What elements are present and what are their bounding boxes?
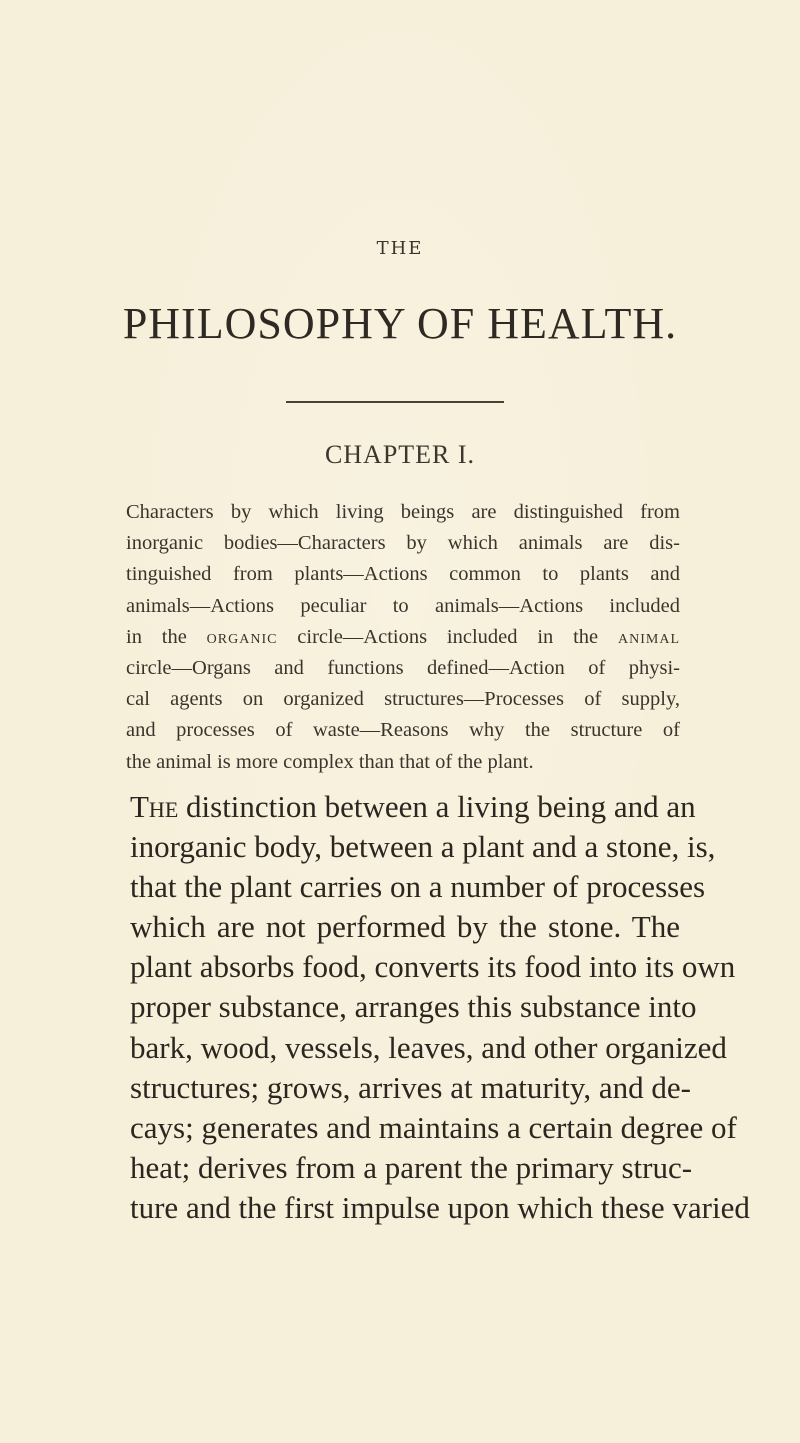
body-first-word: The (130, 789, 179, 824)
body-line (130, 787, 696, 827)
chapter-summary (126, 497, 680, 778)
book-title: PHILOSOPHY OF HEALTH. (122, 299, 678, 348)
body-line: that the plant carries on a number of processes (130, 869, 706, 905)
body-line: proper substance, arranges this substance into (130, 989, 697, 1025)
summary-line: animals—Actions peculiar to animals—Actions included (126, 594, 680, 617)
summary-line: cal agents on organized structures—Processes of supply, (126, 688, 680, 711)
body-line: ture and the first impulse upon which these varied (130, 1189, 750, 1225)
summary-animal-term: animal (618, 625, 680, 648)
body-line: bark, wood, vessels, leaves, and other organized (130, 1029, 727, 1065)
summary-line: circle—Organs and functions defined—Action of physi- (126, 657, 680, 680)
summary-line5-b: circle—Actions included in the (277, 625, 618, 648)
summary-line: the animal is more complex than that of the plant. (126, 750, 534, 773)
summary-line: tinguished from plants—Actions common to plants and (126, 563, 680, 586)
summary-line-organic-animal (126, 622, 680, 653)
title-divider (286, 401, 504, 403)
title-prefix: THE (376, 238, 424, 259)
summary-line5-a: in the (126, 625, 207, 648)
summary-line: and processes of waste—Reasons why the structure of (126, 719, 680, 742)
body-line: structures; grows, arrives at maturity, and de- (130, 1069, 691, 1105)
summary-line: Characters by which living beings are distinguished from (126, 501, 680, 523)
summary-line: inorganic bodies—Characters by which animals are dis- (126, 532, 680, 555)
body-line: which are not performed by the stone. The (130, 909, 680, 945)
body-line-rest: distinction between a living being and an (178, 789, 696, 824)
body-line: heat; derives from a parent the primary struc- (130, 1149, 693, 1185)
summary-organic-term: organic (206, 625, 278, 648)
body-line: inorganic body, between a plant and a stone, is, (130, 829, 716, 865)
body-line: cays; generates and maintains a certain degree of (130, 1109, 737, 1145)
chapter-body (130, 787, 750, 1228)
body-line: plant absorbs food, converts its food into its own (130, 949, 736, 985)
chapter-heading: CHAPTER I. (324, 440, 476, 469)
